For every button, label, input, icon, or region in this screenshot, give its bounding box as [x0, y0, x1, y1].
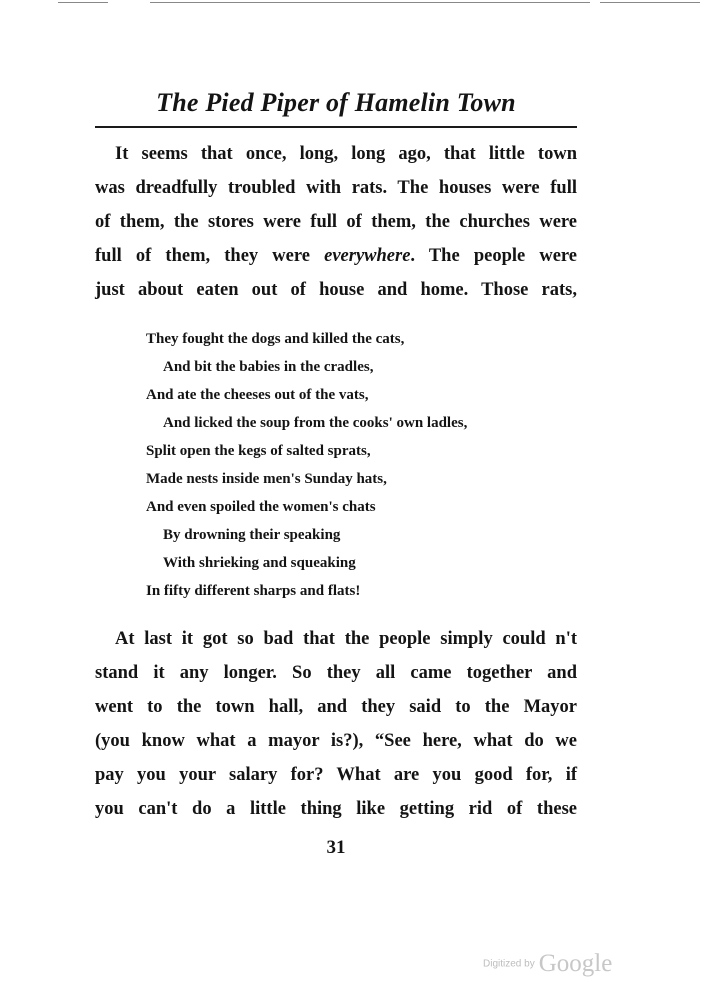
- verse-line: They fought the dogs and killed the cats,: [146, 331, 405, 347]
- paragraph-line: pay you your salary for? What are you good for, if: [95, 765, 577, 785]
- paragraph-text: full of them, they were: [95, 246, 325, 266]
- paragraph-line: just about eaten out of house and home. Those rats,: [95, 280, 577, 300]
- verse-line: By drowning their speaking: [163, 527, 341, 543]
- verse-block: [146, 325, 576, 605]
- scan-artifact-line: [600, 2, 700, 3]
- page-number: 31: [326, 837, 346, 858]
- emphasis-everywhere: everywhere: [324, 246, 411, 266]
- verse-line: And bit the babies in the cradles,: [163, 359, 374, 375]
- paragraph-text: . The people were: [410, 246, 578, 266]
- scan-artifact-line: [58, 2, 108, 3]
- paragraph-line: It seems that once, long, long ago, that little town: [115, 144, 577, 164]
- verse-line: And licked the soup from the cooks' own ladles,: [163, 415, 468, 431]
- paragraph-line: (you know what a mayor is?), “See here, what do we: [95, 731, 577, 751]
- verse-line: And ate the cheeses out of the vats,: [146, 387, 369, 403]
- verse-line: In fifty different sharps and flats!: [146, 583, 361, 599]
- paragraph-line: of them, the stores were full of them, the churches were: [95, 212, 577, 232]
- scan-artifact-line: [150, 2, 590, 3]
- page-title: The Pied Piper of Hamelin Town: [156, 88, 516, 117]
- paragraph-1: [95, 137, 577, 307]
- verse-line: Split open the kegs of salted sprats,: [146, 443, 371, 459]
- paragraph-line: was dreadfully troubled with rats. The houses were full: [95, 178, 577, 198]
- paragraph-line: At last it got so bad that the people simply could n't: [115, 629, 577, 649]
- paragraph-line: you can't do a little thing like getting rid of these: [95, 799, 577, 819]
- paragraph-2: [95, 622, 577, 826]
- verse-line: Made nests inside men's Sunday hats,: [146, 471, 387, 487]
- watermark-prefix: Digitized by: [483, 958, 535, 970]
- paragraph-line: [95, 239, 577, 273]
- verse-line: And even spoiled the women's chats: [146, 499, 376, 515]
- scan-top-edge: [0, 0, 715, 8]
- title-rule: [95, 126, 577, 128]
- digitized-by-google-watermark: [483, 950, 633, 984]
- google-logo: Google: [538, 950, 613, 977]
- paragraph-line: stand it any longer. So they all came together and: [95, 663, 577, 683]
- paragraph-line: went to the town hall, and they said to the Mayor: [95, 697, 577, 717]
- verse-line: With shrieking and squeaking: [163, 555, 356, 571]
